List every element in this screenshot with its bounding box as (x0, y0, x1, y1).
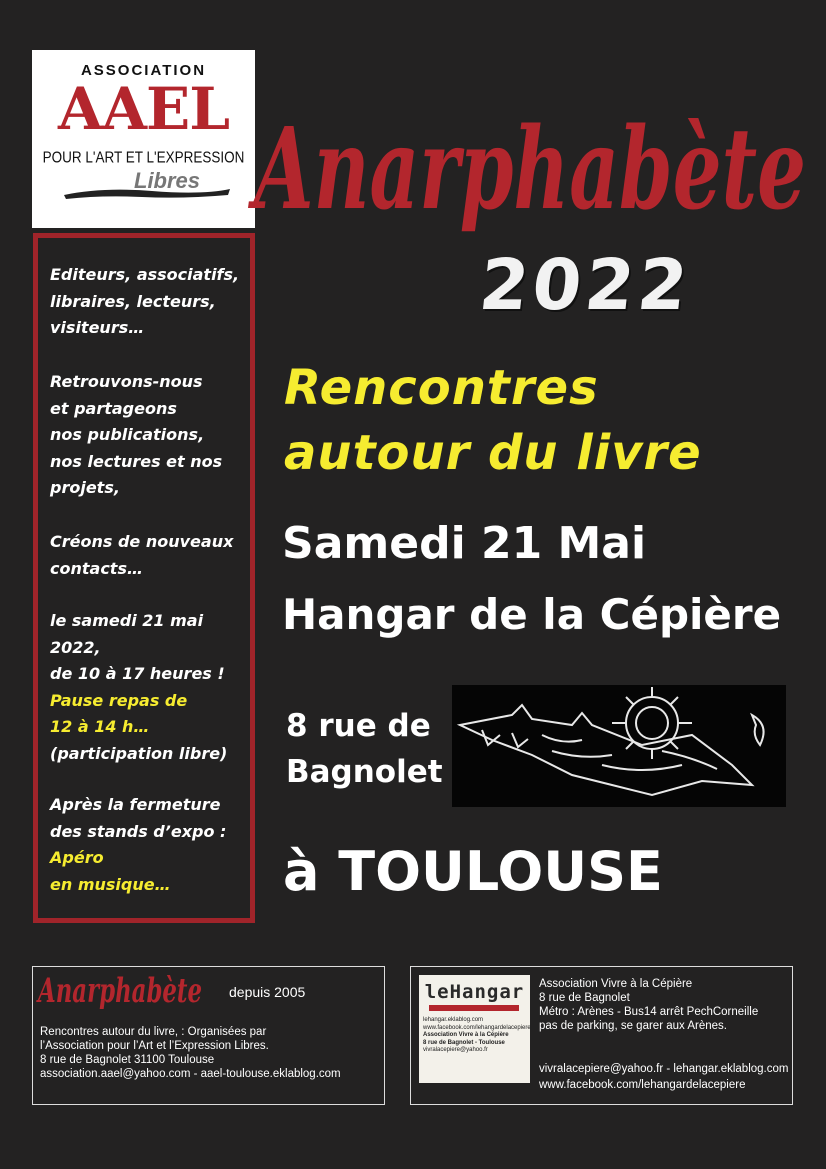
footer-right-text (539, 977, 758, 1033)
lehangar-logo-name: leHangar (424, 981, 525, 1003)
info-line: et partageons (50, 398, 177, 418)
footer-line: 8 rue de Bagnolet (539, 992, 630, 1004)
info-line-highlight: Apéro (50, 848, 104, 867)
info-line: de 10 à 17 heures ! (50, 664, 225, 683)
info-line: Retrouvons-nous (50, 372, 203, 391)
logo-line: vivralacepiere@yahoo.fr (423, 1047, 488, 1053)
info-line: visiteurs… (50, 318, 145, 337)
logo-association-text: ASSOCIATION (80, 62, 207, 79)
footer-line: Métro : Arènes - Bus14 arrêt PechCorneille (539, 1006, 759, 1018)
event-venue: Hangar de la Cépière (282, 590, 782, 639)
info-line: 2022, (50, 637, 101, 657)
lehangar-logo-text (423, 1017, 531, 1055)
lehangar-logo (419, 975, 530, 1083)
event-street-2: Bagnolet (286, 754, 443, 790)
info-line: libraires, lecteurs, (50, 291, 216, 311)
info-line: le samedi 21 mai (50, 611, 204, 630)
info-line: nos lectures et nos (50, 451, 223, 471)
info-line: Après la fermeture (50, 795, 221, 814)
footer-facebook: www.facebook.com/lehangardelacepiere (539, 1079, 746, 1091)
info-para-1 (50, 262, 239, 342)
info-line: nos publications, (50, 425, 205, 444)
footer-brand-logo (36, 966, 206, 1014)
info-para-5 (50, 792, 226, 898)
info-line-highlight: en musique… (50, 874, 171, 894)
logo-line: Association Vivre à la Cépière (423, 1032, 509, 1038)
info-para-3 (50, 529, 233, 582)
tagline-line-2: autour du livre (284, 425, 702, 481)
tagline-line-1: Rencontres (284, 360, 599, 416)
info-para-4 (50, 608, 227, 767)
info-line-highlight: 12 à 14 h… (50, 717, 150, 736)
logo-line: lehangar.eklablog.com (423, 1017, 484, 1023)
footer-line: l’Association pour l’Art et l’Expression Libres. (40, 1040, 269, 1052)
info-line: Editeurs, associatifs, (50, 265, 240, 284)
footer-line: Rencontres autour du livre, : Organisées par (40, 1026, 267, 1038)
footer-contact: vivralacepiere@yahoo.fr - lehangar.eklablog.com (539, 1063, 789, 1075)
info-line: projets, (50, 478, 120, 497)
info-para-2 (50, 369, 222, 502)
tribal-animal-illustration (452, 685, 786, 807)
info-line: contacts… (50, 558, 143, 578)
footer-line: pas de parking, se garer aux Arènes. (539, 1020, 727, 1032)
logo-libres-text: Libres (134, 168, 201, 193)
event-city: à TOULOUSE (283, 840, 663, 903)
footer-brand-text: Anarphabète (36, 971, 202, 1011)
info-line: des stands d’expo : (50, 821, 227, 841)
footer-line: association.aael@yahoo.com - aael-toulouse.eklablog.com (40, 1068, 341, 1080)
footer-left-text (40, 1025, 341, 1081)
title-word: Anarphabète (247, 104, 806, 235)
event-street-1: 8 rue de (286, 708, 431, 744)
info-line-highlight: Pause repas de (50, 690, 188, 710)
footer-line: 8 rue de Bagnolet 31100 Toulouse (40, 1054, 215, 1066)
logo-line: www.facebook.com/lehangardelacepiere (423, 1024, 531, 1031)
logo-pour-text: POUR L'ART ET L'EXPRESSION (42, 148, 245, 167)
title-year: 2022 (475, 244, 696, 326)
logo-line: 8 rue de Bagnolet - Toulouse (423, 1039, 505, 1046)
info-line: Créons de nouveaux (50, 532, 234, 551)
lehangar-logo-bar (429, 1005, 519, 1011)
footer-since: depuis 2005 (229, 984, 306, 1000)
info-line: (participation libre) (50, 743, 228, 763)
logo-aael-text: AAEL (58, 75, 229, 143)
event-date: Samedi 21 Mai (282, 518, 647, 569)
aael-logo (32, 50, 255, 228)
footer-line: Association Vivre à la Cépière (539, 978, 693, 990)
